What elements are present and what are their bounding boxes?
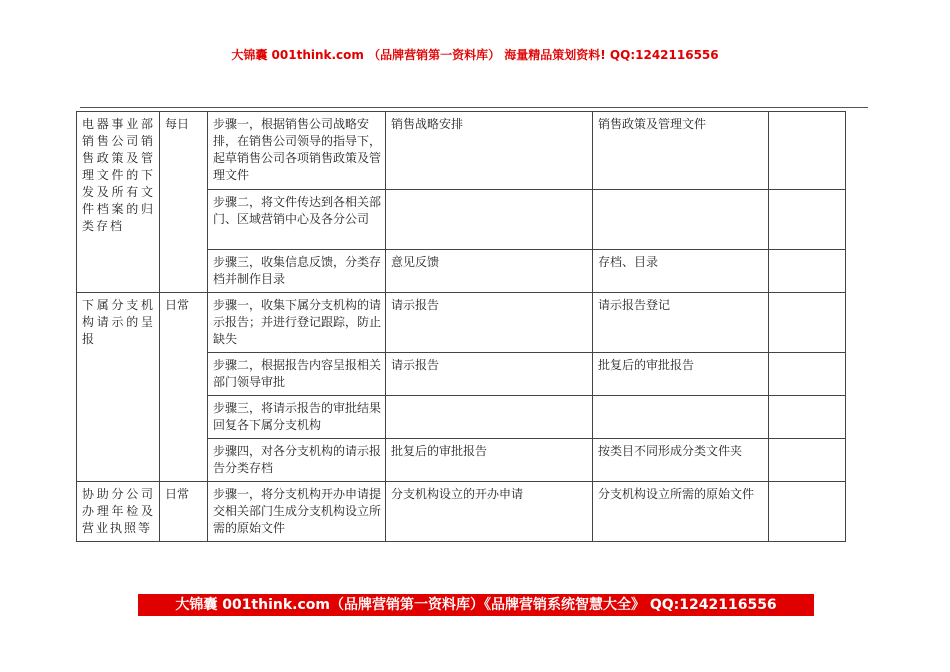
- step-extra-cell: [769, 250, 846, 293]
- step-desc-cell: 步骤三，收集信息反馈，分类存档并制作目录: [208, 250, 386, 293]
- step-extra-cell: [769, 190, 846, 250]
- step-output-cell: 按类目不同形成分类文件夹: [593, 439, 769, 482]
- task-cell: 电器事业部销售公司销售政策及管理文件的下发及所有文件档案的归类存档: [77, 112, 160, 293]
- table-row: [77, 112, 846, 190]
- step-desc-cell: 步骤四，对各分支机构的请示报告分类存档: [208, 439, 386, 482]
- step-input-cell: 请示报告: [386, 353, 593, 396]
- step-output-cell: 销售政策及管理文件: [593, 112, 769, 190]
- frequency-cell: 日常: [160, 293, 208, 482]
- step-input-cell: [386, 396, 593, 439]
- frequency-cell: 日常: [160, 482, 208, 542]
- step-desc-cell: 步骤三，将请示报告的审批结果回复各下属分支机构: [208, 396, 386, 439]
- step-output-cell: 存档、目录: [593, 250, 769, 293]
- footer-banner: 大锦囊 001think.com（品牌营销第一资料库）《品牌营销系统智慧大全》 QQ:1242116556: [138, 594, 814, 616]
- step-extra-cell: [769, 439, 846, 482]
- step-extra-cell: [769, 396, 846, 439]
- step-desc-cell: 步骤一，收集下属分支机构的请示报告；并进行登记跟踪，防止缺失: [208, 293, 386, 353]
- header-banner: 大锦囊 001think.com （品牌营销第一资料库） 海量精品策划资料! QQ:1242116556: [231, 48, 719, 62]
- table-row: [77, 482, 846, 542]
- step-desc-cell: 步骤二，将文件传达到各相关部门、区域营销中心及各分公司: [208, 190, 386, 250]
- table-row: [77, 293, 846, 353]
- step-input-cell: 分支机构设立的开办申请: [386, 482, 593, 542]
- step-output-cell: [593, 190, 769, 250]
- step-input-cell: 意见反馈: [386, 250, 593, 293]
- step-input-cell: 请示报告: [386, 293, 593, 353]
- step-input-cell: [386, 190, 593, 250]
- step-extra-cell: [769, 112, 846, 190]
- step-output-cell: 分支机构设立所需的原始文件: [593, 482, 769, 542]
- step-desc-cell: 步骤二，根据报告内容呈报相关部门领导审批: [208, 353, 386, 396]
- step-output-cell: 请示报告登记: [593, 293, 769, 353]
- header-rule: [80, 107, 868, 108]
- step-desc-cell: 步骤一，根据销售公司战略安排，在销售公司领导的指导下，起草销售公司各项销售政策及管理文件: [208, 112, 386, 190]
- frequency-cell: 每日: [160, 112, 208, 293]
- step-extra-cell: [769, 353, 846, 396]
- step-output-cell: [593, 396, 769, 439]
- task-cell: 协助分公司办理年检及营业执照等: [77, 482, 160, 542]
- step-extra-cell: [769, 293, 846, 353]
- task-cell: 下属分支机构请示的呈报: [77, 293, 160, 482]
- step-extra-cell: [769, 482, 846, 542]
- step-desc-cell: 步骤一，将分支机构开办申请提交相关部门生成分支机构设立所需的原始文件: [208, 482, 386, 542]
- procedure-table: [76, 111, 846, 542]
- step-input-cell: 销售战略安排: [386, 112, 593, 190]
- step-output-cell: 批复后的审批报告: [593, 353, 769, 396]
- step-input-cell: 批复后的审批报告: [386, 439, 593, 482]
